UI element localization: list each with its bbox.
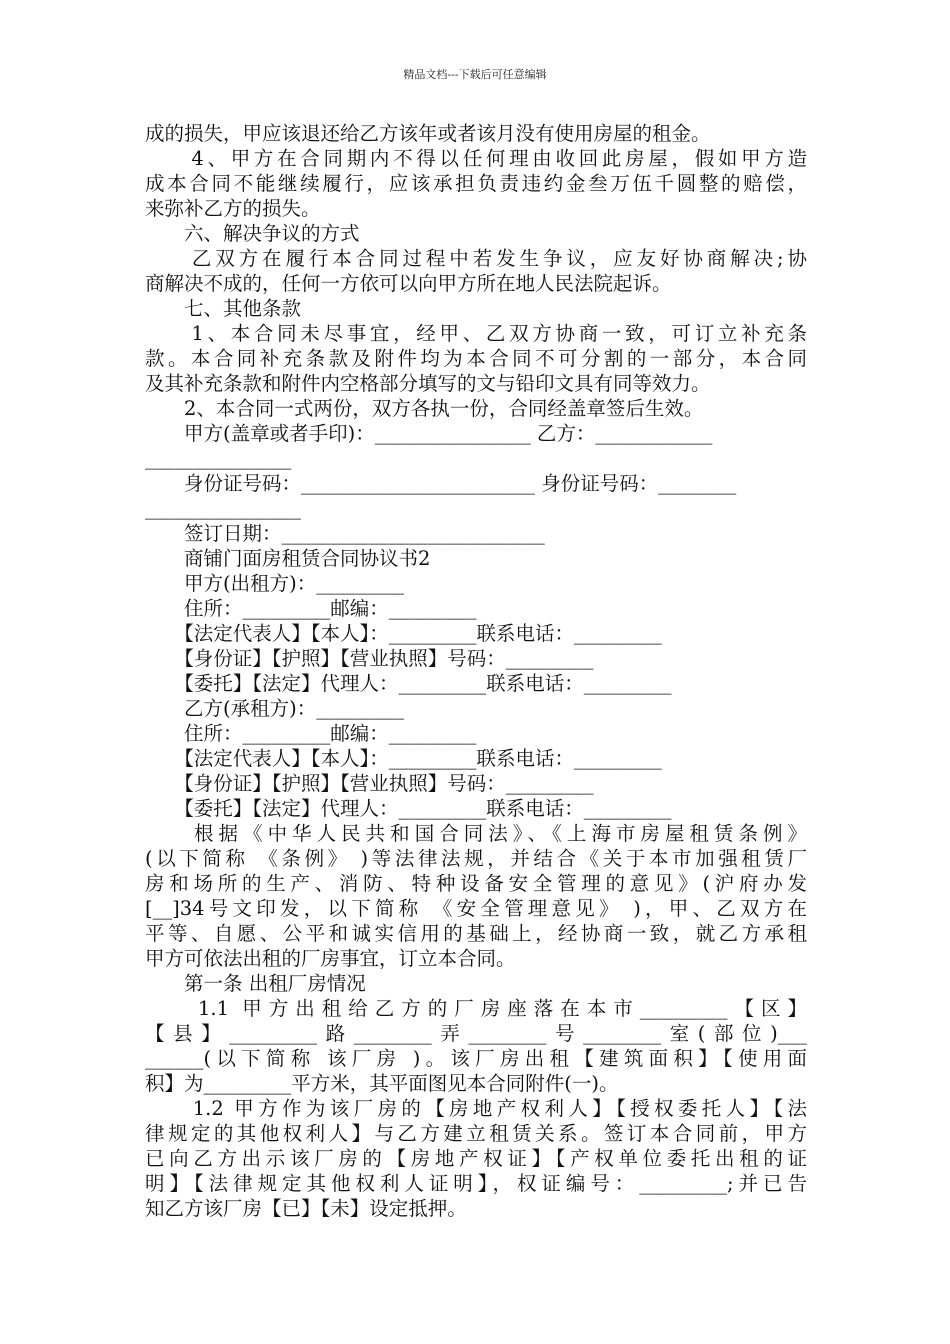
text-line: 身份证号码：________________________ 身份证号码：________ [145,472,737,495]
text-line: 【县】_________路________弄________号________室(部位)___ [145,1022,807,1045]
text-line: 【身份证】【护照】【营业执照】号码：_________ [145,647,594,670]
text-line: 房和场所的生产、消防、特种设备安全管理的意见》(沪府办发 [145,872,807,895]
text-line: 1.2 甲方作为该厂房的【房地产权利人】【授权委托人】【法 [145,1097,807,1120]
text-line: 积】为_________平方米，其平面图见本合同附件(一)。 [145,1072,619,1095]
text-line: 来弥补乙方的损失。 [145,197,321,220]
text-line: 成的损失，甲应该退还给乙方该年或者该月没有使用房屋的租金。 [145,122,711,145]
text-line: 【委托】【法定】代理人：_________联系电话：_________ [145,672,672,695]
text-line: 签订日期：___________________________ [145,522,545,545]
text-line: 【法定代表人】【本人】：_________联系电话：_________ [145,747,662,770]
text-line: 住所：_________邮编：_________ [145,597,477,620]
text-line: 1、本合同未尽事宜，经甲、乙双方协商一致，可订立补充条 [145,322,807,345]
text-line: 根据《中华人民共和国合同法》、《上海市房屋租赁条例》 [145,822,807,845]
text-line: 律规定的其他权利人】与乙方建立租赁关系。签订本合同前，甲方 [145,1122,807,1145]
text-line: 第一条 出租厂房情况 [145,972,366,995]
text-line: 乙方(承租方)：_________ [145,697,404,720]
text-line: 明】【法律规定其他权利人证明】，权证编号：_________;并已告 [145,1172,807,1195]
text-line: 1.1 甲方出租给乙方的厂房座落在本市_________【区】 [145,997,807,1020]
text-line: 平等、自愿、公平和诚实信用的基础上，经协商一致，就乙方承租 [145,922,807,945]
text-line: 商铺门面房租赁合同协议书2 [145,547,431,570]
text-line: 款。本合同补充条款及附件均为本合同不可分割的一部分，本合同 [145,347,807,370]
text-line: 六、解决争议的方式 [145,222,360,245]
text-line: 4、甲方在合同期内不得以任何理由收回此房屋，假如甲方造 [145,147,807,170]
document-body [145,121,807,1221]
text-line: 及其补充条款和附件内空格部分填写的文与铅印文具有同等效力。 [145,372,711,395]
text-line: 【身份证】【护照】【营业执照】号码：_________ [145,772,594,795]
text-line: 已向乙方出示该厂房的【房地产权证】【产权单位委托出租的证 [145,1147,807,1170]
text-line: (以下简称 《条例》 )等法律法规，并结合《关于本市加强租赁厂 [145,847,807,870]
text-line: 2、本合同一式两份，双方各执一份，合同经盖章签后生效。 [145,397,704,420]
text-line: 甲方(出租方)：_________ [145,572,404,595]
text-line: ________________ [145,497,301,520]
text-line: ______(以下简称 该厂房 )。该厂房出租【建筑面积】【使用面 [145,1047,807,1070]
text-line: _______________ [145,447,292,470]
text-line: [__]34号文印发，以下简称 《安全管理意见》 )，甲、乙双方在 [145,897,807,920]
text-line: 住所：_________邮编：_________ [145,722,477,745]
text-line: 甲方可依法出租的厂房事宜，订立本合同。 [145,947,516,970]
text-line: 成本合同不能继续履行，应该承担负责违约金叁万伍千圆整的赔偿， [145,172,807,195]
page-header: 精品文档---下载后可任意编辑 [403,68,547,81]
text-line: 甲方(盖章或者手印)：________________ 乙方：____________ [145,422,713,445]
text-line: 乙双方在履行本合同过程中若发生争议，应友好协商解决;协 [145,247,807,270]
text-line: 商解决不成的，任何一方依可以向甲方所在地人民法院起诉。 [145,272,672,295]
text-line: 【委托】【法定】代理人：_________联系电话：_________ [145,797,672,820]
text-line: 知乙方该厂房【已】【未】设定抵押。 [145,1197,467,1220]
text-line: 七、其他条款 [145,297,302,320]
text-line: 【法定代表人】【本人】：_________联系电话：_________ [145,622,662,645]
